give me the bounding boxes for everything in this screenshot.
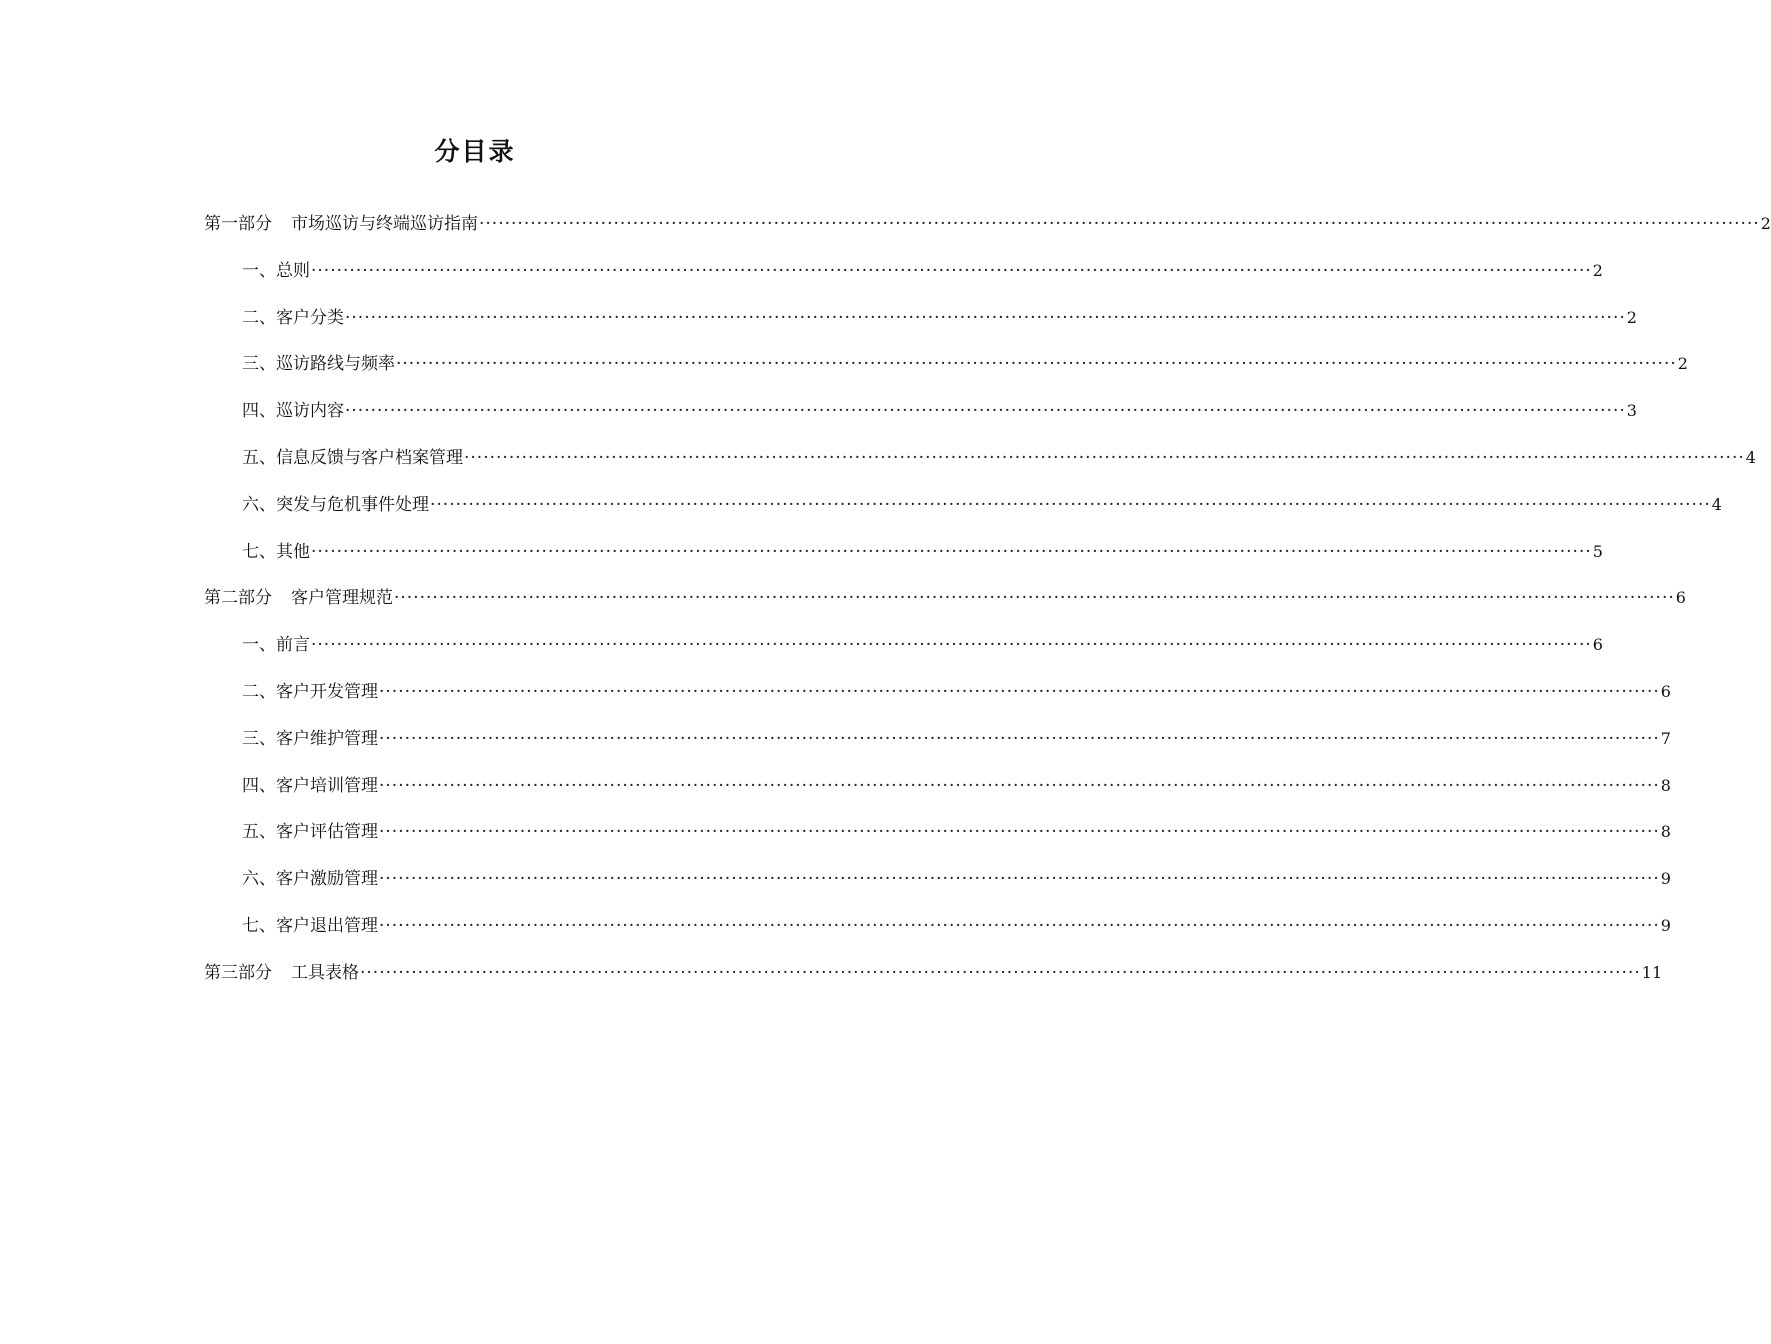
toc-dot-leader: ········································································································································································································ xyxy=(379,915,1660,936)
toc-page-number: 4 xyxy=(1711,494,1722,514)
toc-entry-label: 五、信息反馈与客户档案管理 xyxy=(242,447,463,468)
toc-entry-label: 五、客户评估管理 xyxy=(242,822,378,843)
toc-entry-text xyxy=(242,391,344,431)
toc-entry-text xyxy=(242,719,378,759)
toc-entry[interactable] xyxy=(204,251,1603,298)
toc-dot-leader: ········································································································································································································ xyxy=(464,447,1745,468)
toc-entry[interactable] xyxy=(204,859,1671,906)
toc-dot-leader: ········································································································································································································ xyxy=(379,869,1660,890)
toc-part-label: 第二部分 xyxy=(204,588,272,609)
toc-entry[interactable] xyxy=(204,532,1603,579)
toc-page-number: 8 xyxy=(1660,775,1671,795)
toc-page-number: 3 xyxy=(1626,401,1637,421)
page-title: 分目录 xyxy=(434,137,516,166)
toc-entry-label: 四、客户培训管理 xyxy=(242,775,378,796)
toc-entry-text xyxy=(242,438,463,478)
toc-entry[interactable] xyxy=(204,812,1671,859)
toc-dot-leader: ········································································································································································································ xyxy=(430,494,1711,515)
toc-entry[interactable] xyxy=(204,204,1771,251)
toc-entry-label: 三、客户维护管理 xyxy=(242,728,378,749)
toc-entry-label: 工具表格 xyxy=(291,962,359,983)
toc-entry-label: 二、客户分类 xyxy=(242,307,344,328)
toc-dot-leader: ········································································································································································································ xyxy=(311,260,1592,281)
toc-entry[interactable] xyxy=(204,766,1671,813)
toc-page-number: 4 xyxy=(1745,447,1756,467)
toc-entry-label: 六、突发与危机事件处理 xyxy=(242,494,429,515)
toc-entry[interactable] xyxy=(204,438,1756,485)
toc-page-number: 8 xyxy=(1660,822,1671,842)
toc-entry-text xyxy=(242,672,378,712)
toc-dot-leader: ········································································································································································································ xyxy=(394,588,1675,609)
toc-page-number: 7 xyxy=(1660,728,1671,748)
toc-entry-label: 一、前言 xyxy=(242,635,310,656)
toc-dot-leader: ········································································································································································································ xyxy=(396,354,1677,375)
toc-entry-text xyxy=(242,344,395,384)
toc-entry[interactable] xyxy=(204,298,1637,345)
toc-dot-leader: ········································································································································································································ xyxy=(379,775,1660,796)
toc-entry-text xyxy=(204,953,359,993)
toc-page-number: 9 xyxy=(1660,915,1671,935)
toc-entry[interactable] xyxy=(204,391,1637,438)
toc-part-label: 第一部分 xyxy=(204,214,272,234)
toc-entry-text xyxy=(242,906,378,946)
toc-dot-leader: ········································································································································································································ xyxy=(379,822,1660,843)
toc-entry-label: 六、客户激励管理 xyxy=(242,869,378,890)
toc-entry-text xyxy=(242,766,378,806)
toc-entry-text xyxy=(204,578,393,618)
toc-dot-leader: ········································································································································································································ xyxy=(345,401,1626,422)
toc-dot-leader: ········································································································································································································ xyxy=(479,214,1760,234)
toc-dot-leader: ········································································································································································································ xyxy=(360,962,1641,983)
toc-entry-text xyxy=(242,298,344,338)
toc-dot-leader: ········································································································································································································ xyxy=(379,728,1660,749)
toc-part-label: 第三部分 xyxy=(204,962,272,983)
toc-entry[interactable] xyxy=(204,719,1671,766)
toc-entry-text xyxy=(242,625,310,665)
toc-page-number: 2 xyxy=(1592,260,1603,280)
toc-page-number: 6 xyxy=(1660,681,1671,701)
toc-entry-text xyxy=(242,532,310,572)
toc-entry-label: 七、客户退出管理 xyxy=(242,915,378,936)
toc-page-number: 2 xyxy=(1677,354,1688,374)
toc-page-number: 2 xyxy=(1626,307,1637,327)
toc-entry[interactable] xyxy=(204,485,1722,532)
toc-entry-label: 二、客户开发管理 xyxy=(242,681,378,702)
toc-dot-leader: ········································································································································································································ xyxy=(379,681,1660,702)
toc-entry-label: 三、巡访路线与频率 xyxy=(242,354,395,375)
toc-entry-label: 七、其他 xyxy=(242,541,310,562)
toc-dot-leader: ········································································································································································································ xyxy=(311,541,1592,562)
toc-entry-label: 客户管理规范 xyxy=(291,588,393,609)
toc-entry-label: 市场巡访与终端巡访指南 xyxy=(291,214,478,234)
toc-entry[interactable] xyxy=(204,344,1688,391)
table-of-contents xyxy=(204,204,1771,1000)
toc-entry[interactable] xyxy=(204,625,1603,672)
toc-page-number: 2 xyxy=(1760,214,1771,233)
toc-page-number: 6 xyxy=(1592,635,1603,655)
toc-dot-leader: ········································································································································································································ xyxy=(311,635,1592,656)
toc-page-number: 6 xyxy=(1675,588,1686,608)
toc-entry-label: 一、总则 xyxy=(242,260,310,281)
toc-page-number: 11 xyxy=(1641,962,1663,982)
toc-entry[interactable] xyxy=(204,578,1686,625)
toc-entry-text xyxy=(242,859,378,899)
toc-entry-label: 四、巡访内容 xyxy=(242,401,344,422)
toc-entry[interactable] xyxy=(204,953,1663,1000)
toc-entry[interactable] xyxy=(204,672,1671,719)
toc-entry-text xyxy=(204,204,478,244)
toc-entry-text xyxy=(242,485,429,525)
toc-entry-text xyxy=(242,251,310,291)
toc-entry-text xyxy=(242,812,378,852)
toc-entry[interactable] xyxy=(204,906,1671,953)
toc-page-number: 5 xyxy=(1592,541,1603,561)
toc-dot-leader: ········································································································································································································ xyxy=(345,307,1626,328)
toc-page-number: 9 xyxy=(1660,869,1671,889)
